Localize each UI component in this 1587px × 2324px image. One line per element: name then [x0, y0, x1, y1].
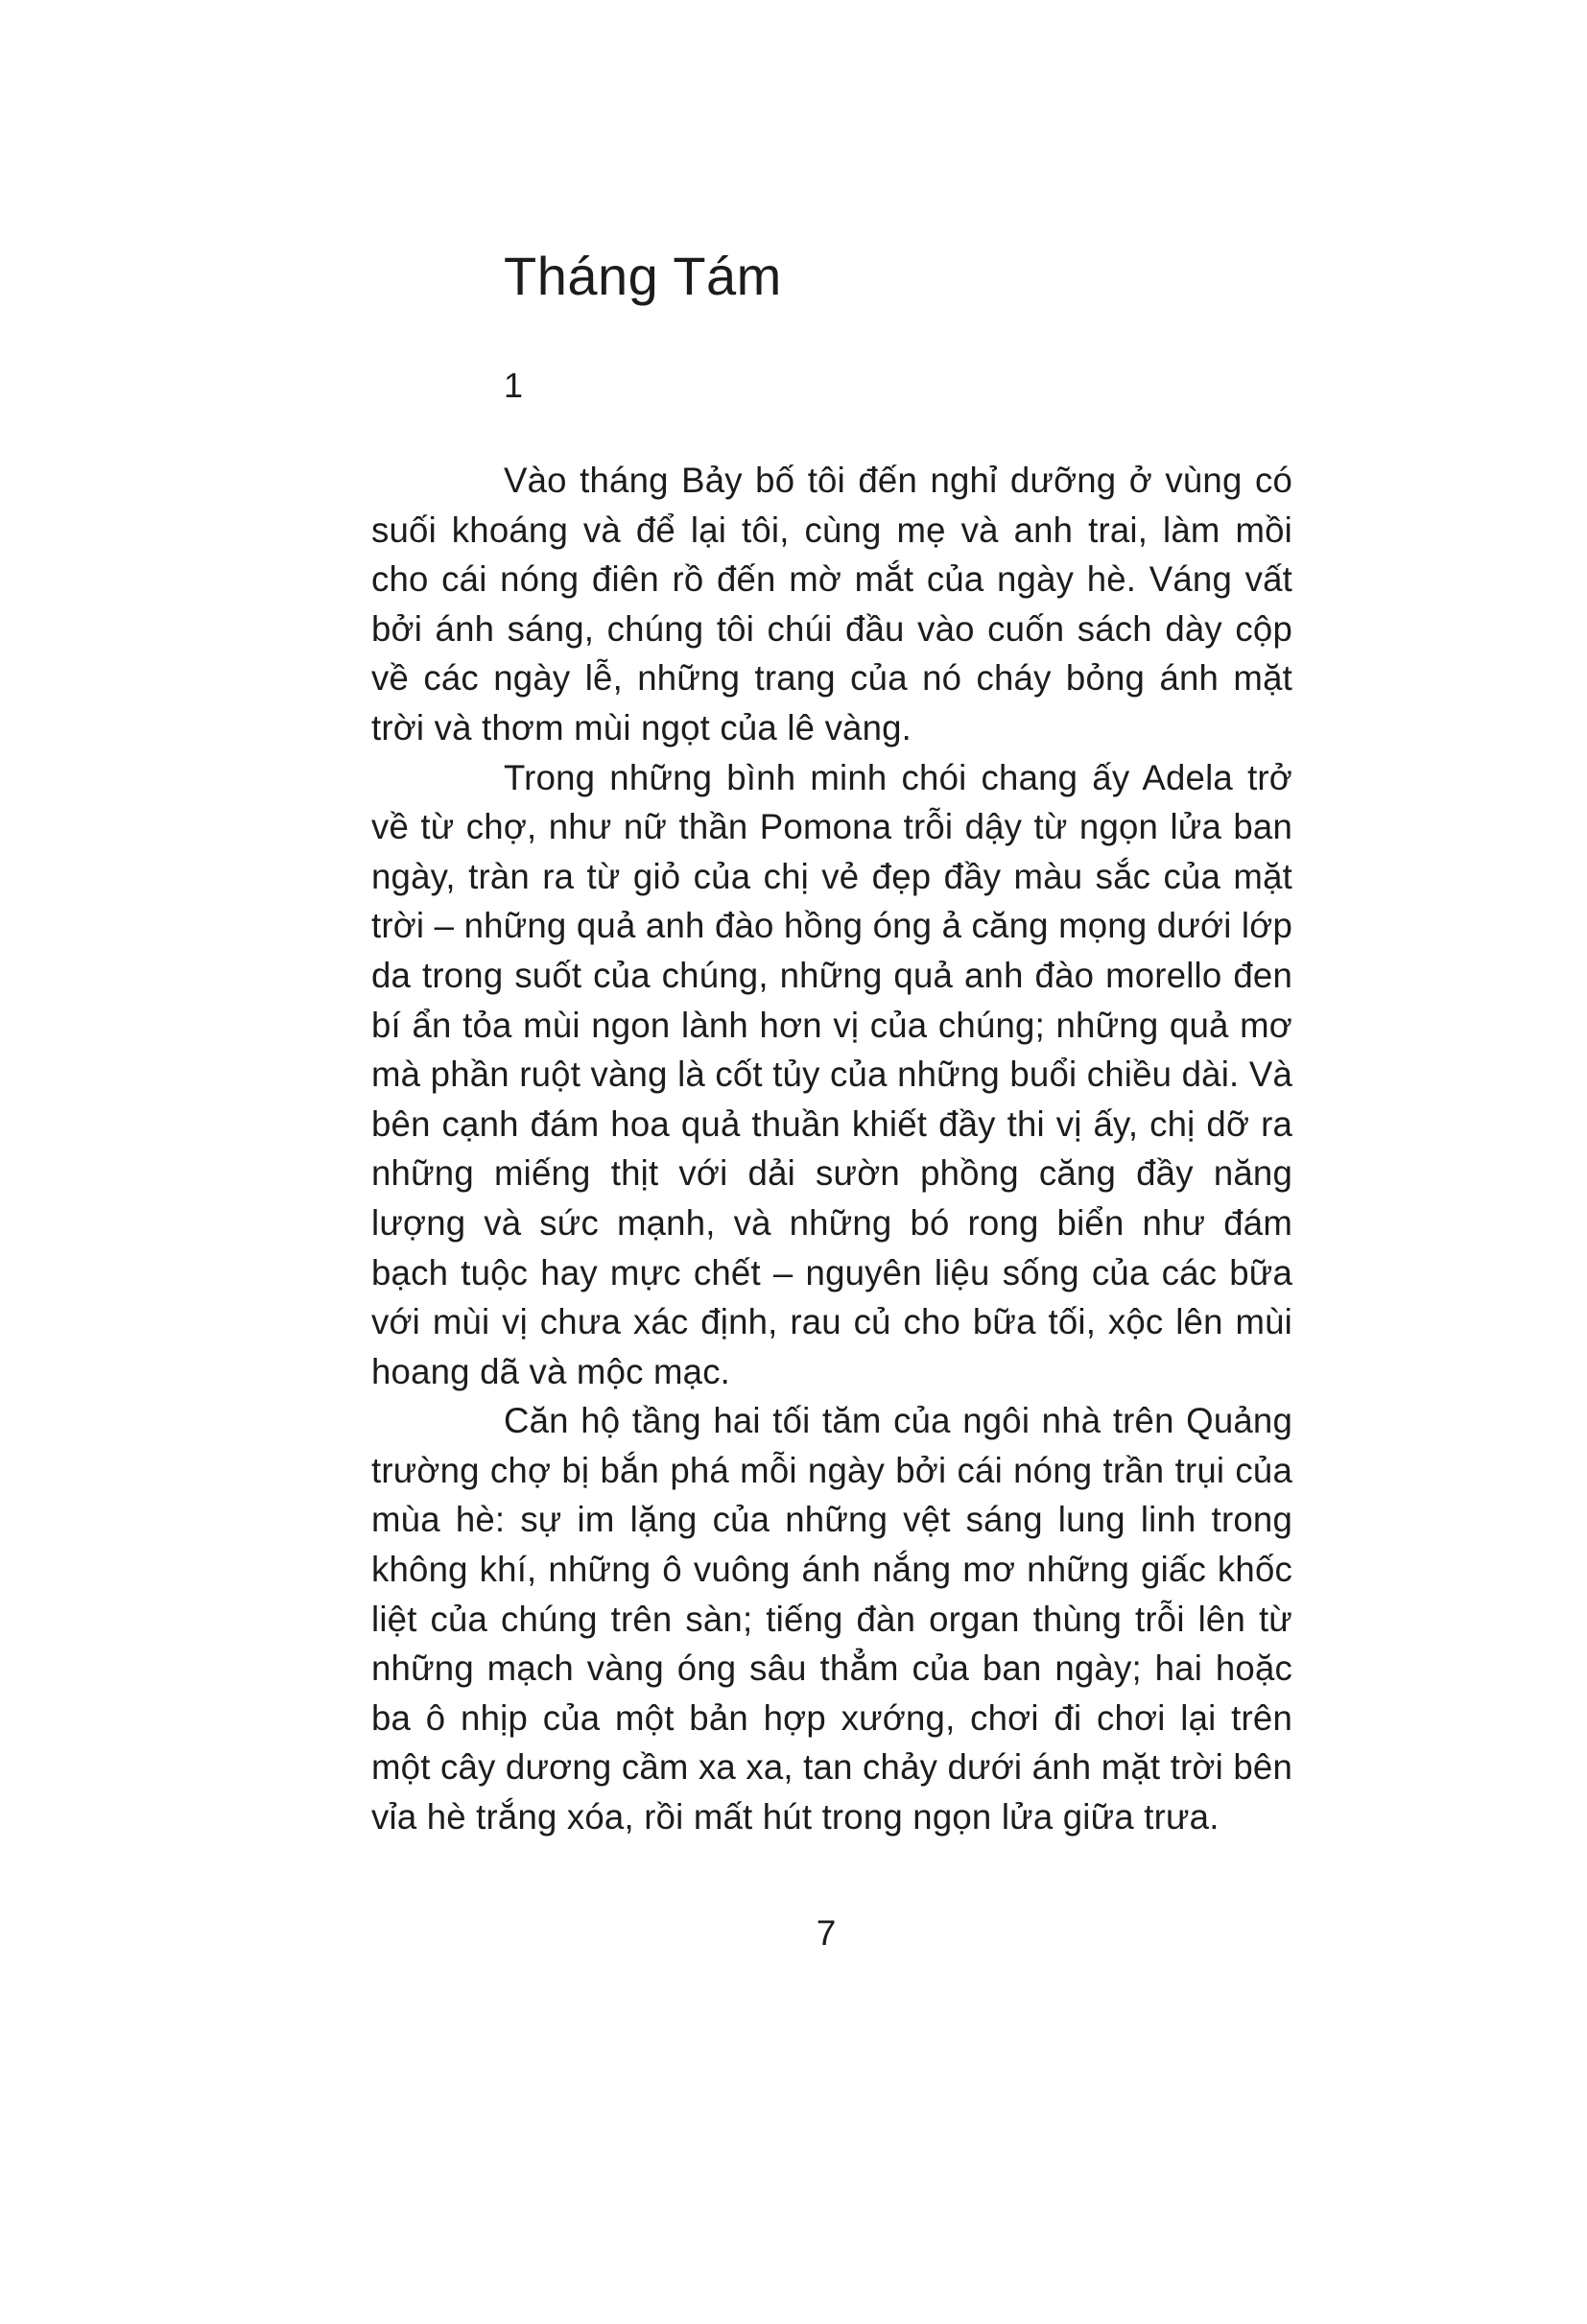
paragraph-2: Trong những bình minh chói chang ấy Adela trở về từ chợ, như nữ thần Pomona trỗi dậy từ ngọn lửa ban ngày, tràn ra từ giỏ của chị vẻ đẹp đầy màu sắc của mặt trời – những quả anh đào hồng óng ả căng mọng dưới lớp da trong suốt của chúng, những quả anh đào morello đen bí ẩn tỏa mùi ngon lành hơn vị của chúng; những quả mơ mà phần ruột vàng là cốt tủy của những buổi chiều dài. Và bên cạnh đám hoa quả thuần khiết đầy thi vị ấy, chị dỡ ra những miếng thịt với dải sườn phồng căng đầy năng lượng và sức mạnh, và những bó rong biển như đám bạch tuộc hay mực chết – nguyên liệu sống của các bữa với mùi vị chưa xác định, rau củ cho bữa tối, xộc lên mùi hoang dã và mộc mạc.	[371, 757, 1292, 1391]
paragraph-3: Căn hộ tầng hai tối tăm của ngôi nhà trên Quảng trường chợ bị bắn phá mỗi ngày bởi cái nóng trần trụi của mùa hè: sự im lặng của những vệt sáng lung linh trong không khí, những ô vuông ánh nắng mơ những giấc khốc liệt của chúng trên sàn; tiếng đàn organ thùng trỗi lên từ những mạch vàng óng sâu thẳm của ban ngày; hai hoặc ba ô nhịp của một bản hợp xướng, chơi đi chơi lại trên một cây dương cầm xa xa, tan chảy dưới ánh mặt trời bên vỉa hè trắng xóa, rồi mất hút trong ngọn lửa giữa trưa.	[371, 1401, 1292, 1838]
paragraph-1: Vào tháng Bảy bố tôi đến nghỉ dưỡng ở vùng có suối khoáng và để lại tôi, cùng mẹ và anh trai, làm mồi cho cái nóng điên rồ đến mờ mắt của ngày hè. Váng vất bởi ánh sáng, chúng tôi chúi đầu vào cuốn sách dày cộp về các ngày lễ, những trang của nó cháy bỏng ánh mặt trời và thơm mùi ngọt của lê vàng.	[371, 461, 1292, 747]
page-number: 7	[816, 1913, 837, 1953]
section-number: 1	[504, 366, 524, 405]
chapter-title: Tháng Tám	[504, 246, 782, 306]
body-text	[371, 456, 1292, 1842]
